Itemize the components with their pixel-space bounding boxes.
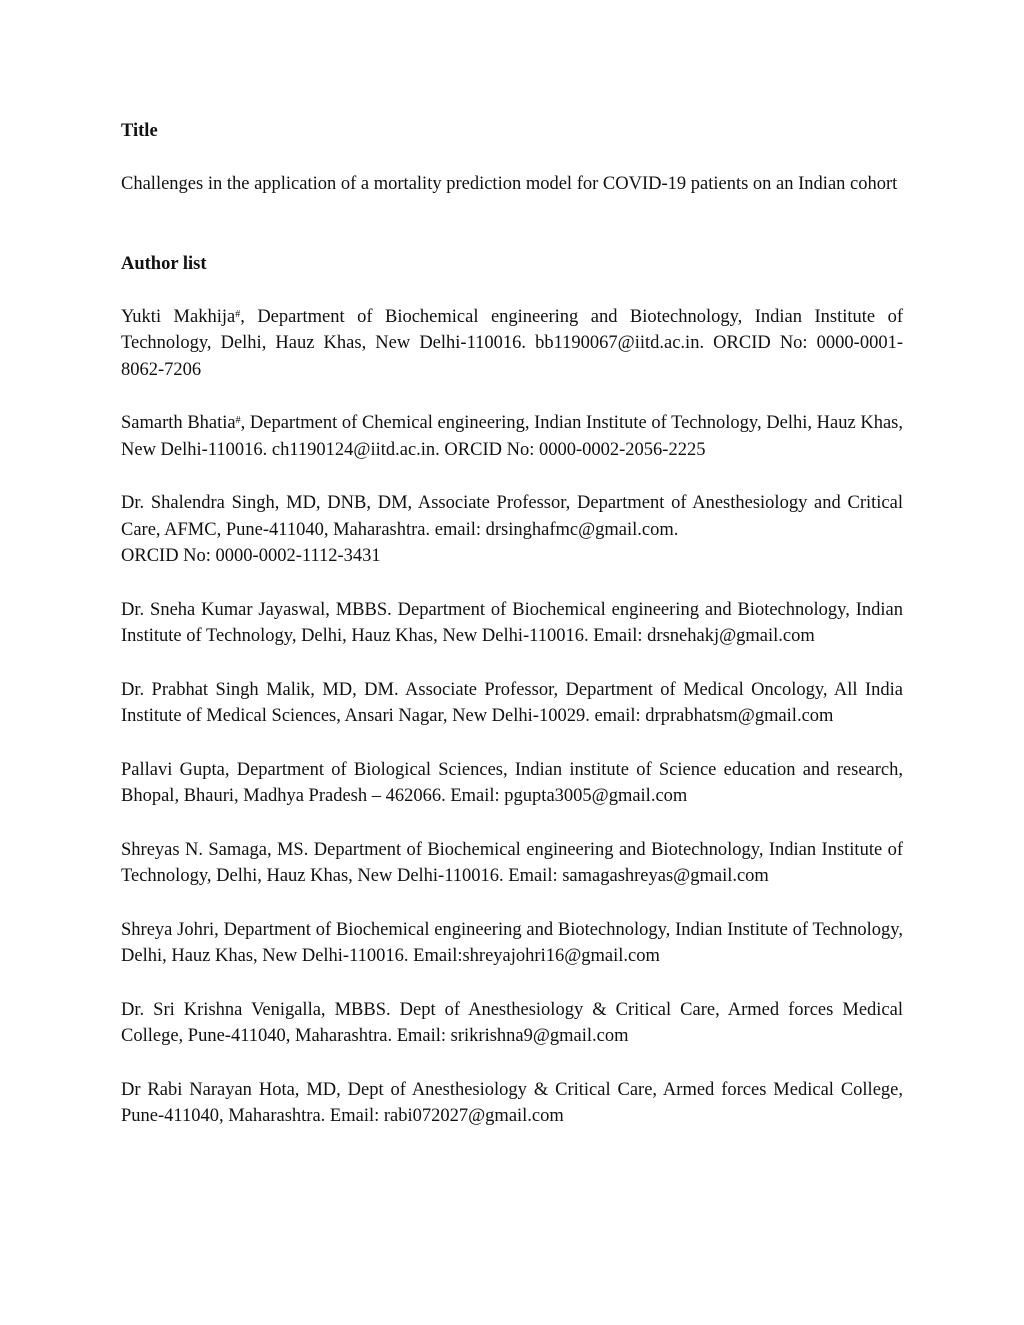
title-heading: Title (121, 121, 158, 141)
author-entry-3 (121, 490, 903, 570)
author-entry-5 (121, 677, 903, 730)
equal-contribution-mark: # (235, 415, 241, 426)
author-details: , Department of Biochemical engineering and Biotechnology, Indian Institute of Technology, Delhi, Hauz Khas, New Delhi-110016. bb1190067@iitd.ac.in. ORCID No: 0000-0001-8062-7206 (121, 306, 903, 380)
document-page (121, 118, 903, 1157)
author-details: Shreyas N. Samaga, MS. Department of Biochemical engineering and Biotechnology, Indian Institute of Technology, Delhi, Hauz Khas, New Delhi-110016. Email: samagashreyas@gmail.com (121, 839, 903, 886)
author-entry-4 (121, 597, 903, 650)
author-details: Dr. Prabhat Singh Malik, MD, DM. Associate Professor, Department of Medical Oncology, All India Institute of Medical Sciences, Ansari Nagar, New Delhi-10029. email: drprabhatsm@gmail.com (121, 679, 903, 726)
author-details: Dr. Shalendra Singh, MD, DNB, DM, Associate Professor, Department of Anesthesiology and Critical Care, AFMC, Pune-411040, Maharashtra. email: drsinghafmc@gmail.com. (121, 493, 903, 540)
author-list-heading: Author list (121, 253, 207, 274)
author-entry-7 (121, 837, 903, 890)
author-details: Dr Rabi Narayan Hota, MD, Dept of Anesthesiology & Critical Care, Armed forces Medical College, Pune-411040, Maharashtra. Email: rabi072027@gmail.com (121, 1079, 903, 1126)
author-entry-1 (121, 304, 903, 384)
author-name: Samarth Bhatia (121, 413, 236, 433)
author-entry-6 (121, 757, 903, 810)
author-name: Yukti Makhija (121, 306, 236, 327)
author-details: Dr. Sneha Kumar Jayaswal, MBBS. Department of Biochemical engineering and Biotechnology, Indian Institute of Technology, Delhi, Hauz Khas, New Delhi-110016. Email: drsnehakj@gmail.com (121, 599, 903, 646)
author-entry-2 (121, 410, 903, 463)
author-orcid: ORCID No: 0000-0002-1112-3431 (121, 546, 381, 566)
paper-title: Challenges in the application of a mortality prediction model for COVID-19 patients on an Indian cohort (121, 174, 898, 194)
author-details: , Department of Chemical engineering, Indian Institute of Technology, Delhi, Hauz Khas, New Delhi-110016. ch1190124@iitd.ac.in. ORCID No: 0000-0002-2056-2225 (121, 413, 903, 460)
author-details: Pallavi Gupta, Department of Biological Sciences, Indian institute of Science education and research, Bhopal, Bhauri, Madhya Pradesh – 462066. Email: pgupta3005@gmail.com (121, 759, 903, 806)
author-details: Dr. Sri Krishna Venigalla, MBBS. Dept of Anesthesiology & Critical Care, Armed forces Medical College, Pune-411040, Maharashtra. Email: srikrishna9@gmail.com (121, 999, 903, 1046)
author-entry-9 (121, 997, 903, 1050)
equal-contribution-mark: # (235, 308, 241, 320)
author-entry-8 (121, 917, 903, 970)
author-details: Shreya Johri, Department of Biochemical engineering and Biotechnology, Indian Institute of Technology, Delhi, Hauz Khas, New Delhi-110016. Email:shreyajohri16@gmail.com (121, 919, 903, 966)
author-entry-10 (121, 1077, 903, 1130)
